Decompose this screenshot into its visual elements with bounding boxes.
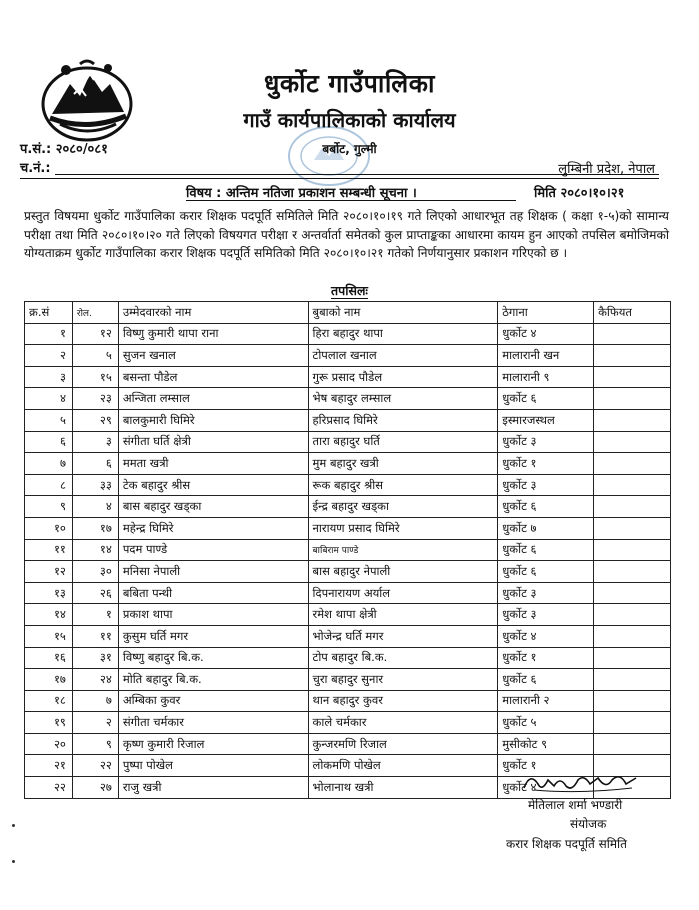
dispatch-number: च.नं.:: [20, 161, 51, 176]
header-divider: [55, 174, 659, 175]
cell-candidate-name: महेन्द्र घिमिरे: [118, 517, 308, 539]
cell-address: मालारानी ९: [498, 366, 594, 388]
header-address: ठेगाना: [498, 302, 594, 324]
cell-serial: ४: [25, 388, 73, 410]
cell-father-name: नारायण प्रसाद घिमिरे: [308, 517, 498, 539]
cell-address: धुर्कोट ४: [498, 777, 594, 799]
cell-candidate-name: विष्णु कुमारी थापा राना: [118, 323, 308, 345]
cell-father-name: टोपलाल खनाल: [308, 345, 498, 367]
table-row: [25, 409, 671, 431]
cell-candidate-name: प्रकाश थापा: [118, 604, 308, 626]
table-row: [25, 604, 671, 626]
cell-roll: ६: [72, 453, 118, 475]
cell-roll: ७: [72, 690, 118, 712]
cell-candidate-name: ममता खत्री: [118, 453, 308, 475]
cell-serial: १६: [25, 647, 73, 669]
cell-remarks: [594, 539, 671, 561]
cell-remarks: [594, 431, 671, 453]
cell-remarks: [594, 345, 671, 367]
results-table: [24, 301, 671, 799]
cell-candidate-name: सुजन खनाल: [118, 345, 308, 367]
cell-serial: १५: [25, 625, 73, 647]
cell-remarks: [594, 453, 671, 475]
cell-roll: ९: [72, 733, 118, 755]
header-father-name: बुबाको नाम: [308, 302, 498, 324]
organization-name: धुर्कोट गाउँपालिका: [264, 69, 435, 98]
cell-candidate-name: बसन्ता पौडेल: [118, 366, 308, 388]
cell-serial: ५: [25, 409, 73, 431]
notice-body: प्रस्तुत विषयमा धुर्कोट गाउँपालिका करार शिक्षक पदपूर्ति समितिले मिति २०८०।१०।१९ गते लिएको आधारभूत तह शिक्षक ( कक्षा १-५)को सामान्य परीक्षा तथा मिति २०८०।१०।२० गते लिएको विषयगत परीक्षा र अन्तर्वार्ता समेतको कुल प्राप्ताङ्कका आधारमा कायम हुन आएको तपसिल बमोजिमको योग्यताक्रम धुर्कोट गाउँपालिका करार शिक्षक पदपूर्ति समितिको मिति २०८०।१०।२१ गतेको निर्णयानुसार प्रकाशन गरिएको छ ।: [24, 209, 669, 260]
table-row: [25, 431, 671, 453]
cell-roll: ११: [72, 625, 118, 647]
cell-candidate-name: टेक बहादुर श्रीस: [118, 474, 308, 496]
table-row: [25, 517, 671, 539]
committee-name: करार शिक्षक पदपूर्ति समिति: [506, 837, 627, 851]
cell-address: धुर्कोट ३: [498, 431, 594, 453]
cell-candidate-name: अन्जिता लम्साल: [118, 388, 308, 410]
table-row: [25, 323, 671, 345]
cell-address: धुर्कोट ६: [498, 496, 594, 518]
cell-remarks: [594, 561, 671, 583]
cell-father-name: भेष बहादुर लम्साल: [308, 388, 498, 410]
header-roll: रोल.: [72, 302, 118, 324]
table-row: [25, 582, 671, 604]
table-row: [25, 690, 671, 712]
cell-serial: १८: [25, 690, 73, 712]
table-row: [25, 561, 671, 583]
handwritten-signature: [520, 770, 645, 796]
cell-roll: ३१: [72, 647, 118, 669]
table-body: [25, 323, 671, 798]
cell-roll: ३०: [72, 561, 118, 583]
cell-serial: १४: [25, 604, 73, 626]
cell-address: मालारानी खन: [498, 345, 594, 367]
cell-remarks: [594, 625, 671, 647]
cell-remarks: [594, 647, 671, 669]
cell-address: मालारानी २: [498, 690, 594, 712]
table-row: [25, 712, 671, 734]
cell-remarks: [594, 582, 671, 604]
cell-remarks: [594, 474, 671, 496]
cell-father-name: ईन्द्र बहादुर खड्का: [308, 496, 498, 518]
cell-father-name: तारा बहादुर घर्ति: [308, 431, 498, 453]
cell-father-name: दिपनारायण अर्याल: [308, 582, 498, 604]
cell-serial: १०: [25, 517, 73, 539]
cell-candidate-name: कृष्ण कुमारी रिजाल: [118, 733, 308, 755]
cell-candidate-name: मनिसा नेपाली: [118, 561, 308, 583]
table-row: [25, 366, 671, 388]
cell-candidate-name: बालकुमारी घिमिरे: [118, 409, 308, 431]
cell-address: धुर्कोट ३: [498, 582, 594, 604]
cell-candidate-name: अम्बिका कुवर: [118, 690, 308, 712]
cell-candidate-name: कुसुम घर्ति मगर: [118, 625, 308, 647]
cell-father-name: बाबिराम पाण्डे: [308, 539, 498, 561]
cell-serial: २०: [25, 733, 73, 755]
cell-address: धुर्कोट ४: [498, 625, 594, 647]
reference-number: प.सं.: २०८०/०८१: [20, 142, 108, 157]
table-row: [25, 669, 671, 691]
cell-roll: २३: [72, 388, 118, 410]
cell-address: धुर्कोट ५: [498, 712, 594, 734]
cell-father-name: टोप बहादुर बि.क.: [308, 647, 498, 669]
table-row: [25, 647, 671, 669]
cell-father-name: गुरू प्रसाद पौडेल: [308, 366, 498, 388]
cell-address: धुर्कोट १: [498, 755, 594, 777]
cell-address: धुर्कोट ६: [498, 669, 594, 691]
subject-underline: [186, 200, 516, 201]
cell-address: धुर्कोट ३: [498, 474, 594, 496]
cell-remarks: [594, 604, 671, 626]
cell-address: धुर्कोट १: [498, 453, 594, 475]
table-row: [25, 733, 671, 755]
cell-roll: २९: [72, 409, 118, 431]
notice-date: मिति २०८०।१०।२१: [534, 186, 625, 201]
cell-father-name: मुम बहादुर खत्री: [308, 453, 498, 475]
cell-roll: २४: [72, 669, 118, 691]
cell-father-name: रमेश थापा क्षेत्री: [308, 604, 498, 626]
cell-address: धुर्कोट ३: [498, 604, 594, 626]
cell-father-name: थान बहादुर कुवर: [308, 690, 498, 712]
cell-roll: ५: [72, 345, 118, 367]
cell-father-name: हरिप्रसाद घिमिरे: [308, 409, 498, 431]
cell-roll: २७: [72, 777, 118, 799]
cell-remarks: [594, 388, 671, 410]
cell-father-name: भोलानाथ खत्री: [308, 777, 498, 799]
cell-candidate-name: राजु खत्री: [118, 777, 308, 799]
cell-candidate-name: संगीता घर्ति क्षेत्री: [118, 431, 308, 453]
table-label-text: तपसिलः: [331, 283, 368, 298]
header-divider-2: [20, 178, 659, 179]
cell-father-name: लोकमणि पोखेल: [308, 755, 498, 777]
cell-address: धुर्कोट ७: [498, 517, 594, 539]
cell-serial: ८: [25, 474, 73, 496]
cell-remarks: [594, 690, 671, 712]
cell-serial: ९: [25, 496, 73, 518]
cell-roll: ४: [72, 496, 118, 518]
cell-roll: २: [72, 712, 118, 734]
cell-address: धुर्कोट ६: [498, 539, 594, 561]
cell-serial: ६: [25, 431, 73, 453]
cell-serial: २२: [25, 777, 73, 799]
cell-roll: १: [72, 604, 118, 626]
cell-address: धुर्कोट ६: [498, 561, 594, 583]
header-remarks: कैफियत: [594, 302, 671, 324]
cell-address: धुर्कोट १: [498, 647, 594, 669]
cell-address: धुर्कोट ४: [498, 323, 594, 345]
cell-roll: १५: [72, 366, 118, 388]
cell-serial: १: [25, 323, 73, 345]
cell-candidate-name: बबिता पन्थी: [118, 582, 308, 604]
cell-candidate-name: विष्णु बहादुर बि.क.: [118, 647, 308, 669]
cell-remarks: [594, 517, 671, 539]
table-row: [25, 453, 671, 475]
speck: [12, 824, 15, 827]
notice-subject: विषय : अन्तिम नतिजा प्रकाशन सम्बन्धी सूचना ।: [186, 186, 417, 201]
cell-candidate-name: पुष्पा पोखेल: [118, 755, 308, 777]
cell-roll: १४: [72, 539, 118, 561]
cell-remarks: [594, 669, 671, 691]
table-row: [25, 474, 671, 496]
table-row: [25, 345, 671, 367]
cell-remarks: [594, 323, 671, 345]
cell-serial: ३: [25, 366, 73, 388]
cell-father-name: काले चर्मकार: [308, 712, 498, 734]
speck: [12, 860, 15, 863]
header-serial: क्र.सं: [25, 302, 73, 324]
cell-roll: ३: [72, 431, 118, 453]
cell-serial: २१: [25, 755, 73, 777]
cell-remarks: [594, 733, 671, 755]
cell-remarks: [594, 712, 671, 734]
cell-roll: १२: [72, 323, 118, 345]
cell-candidate-name: पदम पाण्डे: [118, 539, 308, 561]
cell-serial: २: [25, 345, 73, 367]
cell-address: इस्मारजस्थल: [498, 409, 594, 431]
table-header-row: [25, 302, 671, 324]
cell-father-name: कुन्जरमणि रिजाल: [308, 733, 498, 755]
table-row: [25, 625, 671, 647]
cell-roll: २६: [72, 582, 118, 604]
cell-father-name: चुरा बहादुर सुनार: [308, 669, 498, 691]
cell-address: धुर्कोट ६: [498, 388, 594, 410]
cell-serial: ११: [25, 539, 73, 561]
cell-remarks: [594, 366, 671, 388]
cell-serial: १३: [25, 582, 73, 604]
cell-father-name: हिरा बहादुर थापा: [308, 323, 498, 345]
cell-father-name: रूक बहादुर श्रीस: [308, 474, 498, 496]
cell-serial: ७: [25, 453, 73, 475]
cell-roll: ३३: [72, 474, 118, 496]
table-row: [25, 496, 671, 518]
cell-candidate-name: मोति बहादुर बि.क.: [118, 669, 308, 691]
cell-candidate-name: संगीता चर्मकार: [118, 712, 308, 734]
cell-address: मुसीकोट ९: [498, 733, 594, 755]
cell-candidate-name: बास बहादुर खड्का: [118, 496, 308, 518]
cell-father-name: भोजेन्द्र घर्ति मगर: [308, 625, 498, 647]
office-name: गाउँ कार्यपालिकाको कार्यालय: [243, 108, 456, 132]
signatory-title: संयोजक: [570, 817, 607, 831]
table-row: [25, 388, 671, 410]
province-name: लुम्बिनी प्रदेश, नेपाल: [558, 162, 655, 177]
table-row: [25, 539, 671, 561]
cell-roll: २२: [72, 755, 118, 777]
cell-serial: १९: [25, 712, 73, 734]
office-address: बर्बोट, गुल्मी: [322, 142, 377, 156]
cell-serial: १७: [25, 669, 73, 691]
cell-father-name: बास बहादुर नेपाली: [308, 561, 498, 583]
table-label: [0, 282, 699, 299]
cell-roll: १७: [72, 517, 118, 539]
cell-serial: १२: [25, 561, 73, 583]
header-candidate-name: उम्मेदवारको नाम: [118, 302, 308, 324]
signatory-name: मेतिलाल शर्मा भण्डारी: [528, 798, 623, 812]
cell-remarks: [594, 496, 671, 518]
cell-remarks: [594, 409, 671, 431]
